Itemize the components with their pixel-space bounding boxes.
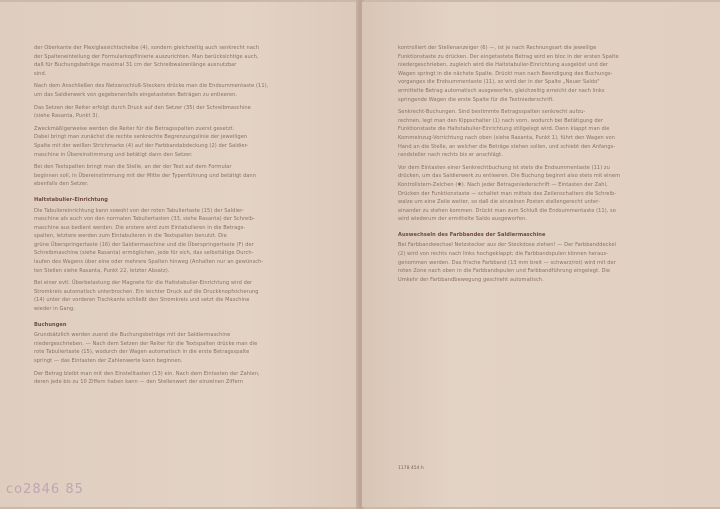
text-line: Der Betrag bleibt man mit den Einstelltasten (13) ein. Nach dem Eintasten der Zahlen, [34, 370, 260, 377]
text-line: Stromkreis automatisch unterbrochen. Ein leichter Druck auf die Druckknopfsicherung [34, 288, 259, 295]
text-line: Haltstabulier-Einrichtung [34, 196, 108, 203]
text-paragraph [34, 279, 320, 313]
text-line: Bei einer evtl. Überbelastung der Magnete für die Haltstabulier-Einrichtung wird der [34, 280, 253, 287]
text-line: walze um eine Zeile weiter, so daß die einzelnen Posten stellengerecht unter- [398, 199, 600, 206]
left-text-column [34, 44, 320, 391]
text-line: daß für Buchungsbeträge maximal 31 cm der Schreibwalzenlänge ausnutzbar [34, 62, 237, 69]
text-line: der Oberkante der Plexiglassichtscheibe (4), sondern gleichzeitig auch senkrecht nach [34, 45, 260, 51]
text-line: Wagen springt in die nächste Spalte. Drückt man nach Beendigung des Buchungs- [398, 70, 613, 77]
text-paragraph [34, 104, 320, 121]
text-line: Kontrollstern-Zeichen (✱). Nach jeder Betragsniederschrift — Eintasten der Zahl, [398, 181, 608, 188]
text-line: Die Tabuliereinrichtung kann sowohl von der roten Tabuliertaste (15) der Saldier- [34, 207, 244, 214]
text-paragraph [398, 241, 690, 284]
text-line: um das Saldierwerk von gegebenenfalls eingetasteten Beträgen zu entleeren. [34, 91, 238, 98]
text-line: Grundsätzlich werden zuerst die Buchungsbeträge mit der Saldiermaschine [34, 332, 231, 339]
text-line: maschine aus bedient werden. Die erstere wird zum Eintabulieren in die Betrags- [34, 224, 246, 231]
text-line: Senkrecht-Buchungen. Sind bestimmte Betragsspalten senkrecht aufzu- [398, 109, 586, 116]
text-line: Funktionstaste die Haltstabulier-Einrichtung stillgelegt wird. Dann klappt man die [398, 126, 610, 133]
text-line: drücken, um das Saldierwerk zu entleeren. Die Buchung beginnt also stets mit einem [398, 173, 621, 180]
right-page [362, 2, 720, 507]
text-line: Das Setzen der Reiter erfolgt durch Druck auf den Setzer (35) der Schreibmaschine [34, 104, 251, 111]
text-line: Vor dem Eintasten einer Senkrechtbuchung ist stets die Endsummentaste (11) zu [398, 164, 610, 171]
text-line: vorganges die Endsummentaste (11), so wird der in der Spalte „Neuer Saldo" [398, 79, 600, 86]
text-line: Umkehr der Farbbandbewegung geschieht automatisch. [398, 276, 544, 283]
text-line: deren jede bis zu 10 Ziffern haben kann — den Stellenwert der einzelnen Ziffern [34, 379, 244, 386]
text-paragraph [398, 108, 690, 160]
text-line: maschine in Übereinstimmung und betätigt dann den Setzer. [34, 151, 193, 158]
archive-stamp: co2846 85 [6, 482, 84, 497]
section-heading [34, 196, 320, 205]
text-line: Hand an die Stelle, an welcher die Beträge stehen sollen, und schiebt den Anfangs- [398, 143, 616, 150]
text-line: ebenfalls den Setzer. [34, 181, 89, 188]
text-paragraph [34, 82, 320, 99]
text-line: Zweckmäßigerweise werden die Reiter für die Betragsspalten zuerst gesetzt. [34, 125, 235, 132]
text-paragraph [34, 207, 320, 276]
text-line: ten Stellen siehe Rasanta, Punkt 22, letzter Absatz). [34, 267, 170, 274]
text-line: Auswechseln des Farbbandes der Saldiermaschine [398, 231, 546, 238]
text-line: Buchungen [34, 321, 67, 328]
page-footer-code: 1178 454 h [398, 466, 424, 471]
text-line: springende Wagen die erste Spalte für die Textniederschrift. [398, 96, 555, 103]
text-paragraph [34, 125, 320, 159]
text-line: Bei Farbbandwechsel Netzstecker aus der Steckdose ziehen! — Der Farbbanddeckel [398, 242, 616, 249]
text-line: sind. [34, 70, 47, 77]
text-line: Funktionstaste zu drücken. Der eingetastete Betrag wird en bloc in der ersten Spalte [398, 53, 619, 60]
text-line: maschine als auch von den normalen Tabuliertasten (33, siehe Rasanta) der Schreib- [34, 216, 255, 223]
text-line: Nach dem Anschließen des Netzanschluß-Steckers drücke man die Endsummentaste (11), [34, 83, 269, 90]
right-text-column [398, 44, 690, 288]
text-line: (14) unter der vorderen Tischkante schließt den Stromkreis und setzt die Maschine [34, 297, 250, 304]
text-line: spalten, letztere werden zum Eintabulieren in die Textspalten benutzt. Die [34, 233, 227, 240]
text-line: rechnen, legt man den Kippschalter (1) nach vorn, wodurch bei Betätigung der [398, 117, 603, 124]
text-line: ermittelte Betrag automatisch ausgeworfen, gleichzeitig erreicht der nach links [398, 87, 605, 94]
text-paragraph [34, 163, 320, 189]
text-line: springt — das Eintasten der Zahlenwerte kann beginnen. [34, 358, 183, 364]
text-line: Dabei bringt man zunächst die rechte senkrechte Begrenzungslinie der jeweiligen [34, 134, 248, 141]
text-line: roten Zone nach oben in die Farbbandspulen und Farbbandführung eingelegt. Die [398, 268, 611, 275]
text-line: wieder in Gang. [34, 306, 75, 313]
text-line: Drücken der Funktionstaste — schaltet man mittels des Zeilenschalters die Schreib- [398, 190, 617, 197]
text-line: Spalte mit der weißen Strichmarke (4) auf der Farbbandabdeckung (2) der Saldier- [34, 142, 249, 149]
text-line: randsteller nach rechts bis er anschlägt. [398, 152, 503, 159]
text-paragraph [398, 164, 690, 224]
text-paragraph [34, 331, 320, 365]
text-line: der Spalteneinteilung der Formularkopflinierie auszurichten. Man berücksichtige auch, [34, 53, 259, 60]
text-line: grüne Überspringertaste (16) der Saldiermaschine und die Überspringertaste (F) der [34, 241, 254, 248]
text-line: genommen werden. Das frische Farbband (13 mm breit — schwarz/rot) wird mit der [398, 259, 616, 266]
section-heading [398, 231, 690, 240]
text-line: Schreibmaschine (siehe Rasanta) ermöglichen, jede für sich, das selbsttätige Durch- [34, 250, 254, 257]
text-paragraph [398, 44, 690, 104]
text-line: wird wiederum der ermittelte Saldo ausgeworfen. [398, 216, 527, 223]
text-paragraph [34, 44, 320, 78]
left-page [0, 2, 358, 507]
text-line: Kommeinzug-Vorrichtung nach oben (siehe Rasanta, Punkt 1), führt den Wagen von [398, 134, 615, 141]
text-line: (2) wird von rechts nach links hochgeklappt; die Farbbandspulen können heraus- [398, 251, 609, 258]
text-line: kontrolliert der Stellenanzeiger (6) —, ist je nach Rechnungsart die jeweilige [398, 45, 597, 51]
text-line: einander zu stehen kommen. Drückt man zum Schluß die Endsummentaste (11), so [398, 207, 616, 214]
text-paragraph [34, 370, 320, 387]
text-line: (siehe Rasanta, Punkt 3). [34, 113, 100, 120]
text-line: laufen des Wagens über eine oder mehrere Spalten hinweg (Anhalten nur an gewünsch- [34, 259, 264, 266]
section-heading [34, 321, 320, 330]
text-line: niedergeschrieben, zugleich wird die Haltstabulier-Einrichtung ausgelöst und der [398, 62, 609, 69]
text-line: beginnen soll, in Übereinstimmung mit der Mitte der Typenführung und betätigt dann [34, 172, 256, 179]
text-line: niedergeschrieben. — Nach dem Setzen der Reiter für die Textspalten drücke man die [34, 340, 258, 347]
text-line: rote Tabuliertaste (15), wodurch der Wagen automatisch in die erste Betragsspalte [34, 349, 250, 356]
text-line: Bei den Textspalten bringt man die Stelle, an der der Text auf dem Formular [34, 164, 232, 171]
